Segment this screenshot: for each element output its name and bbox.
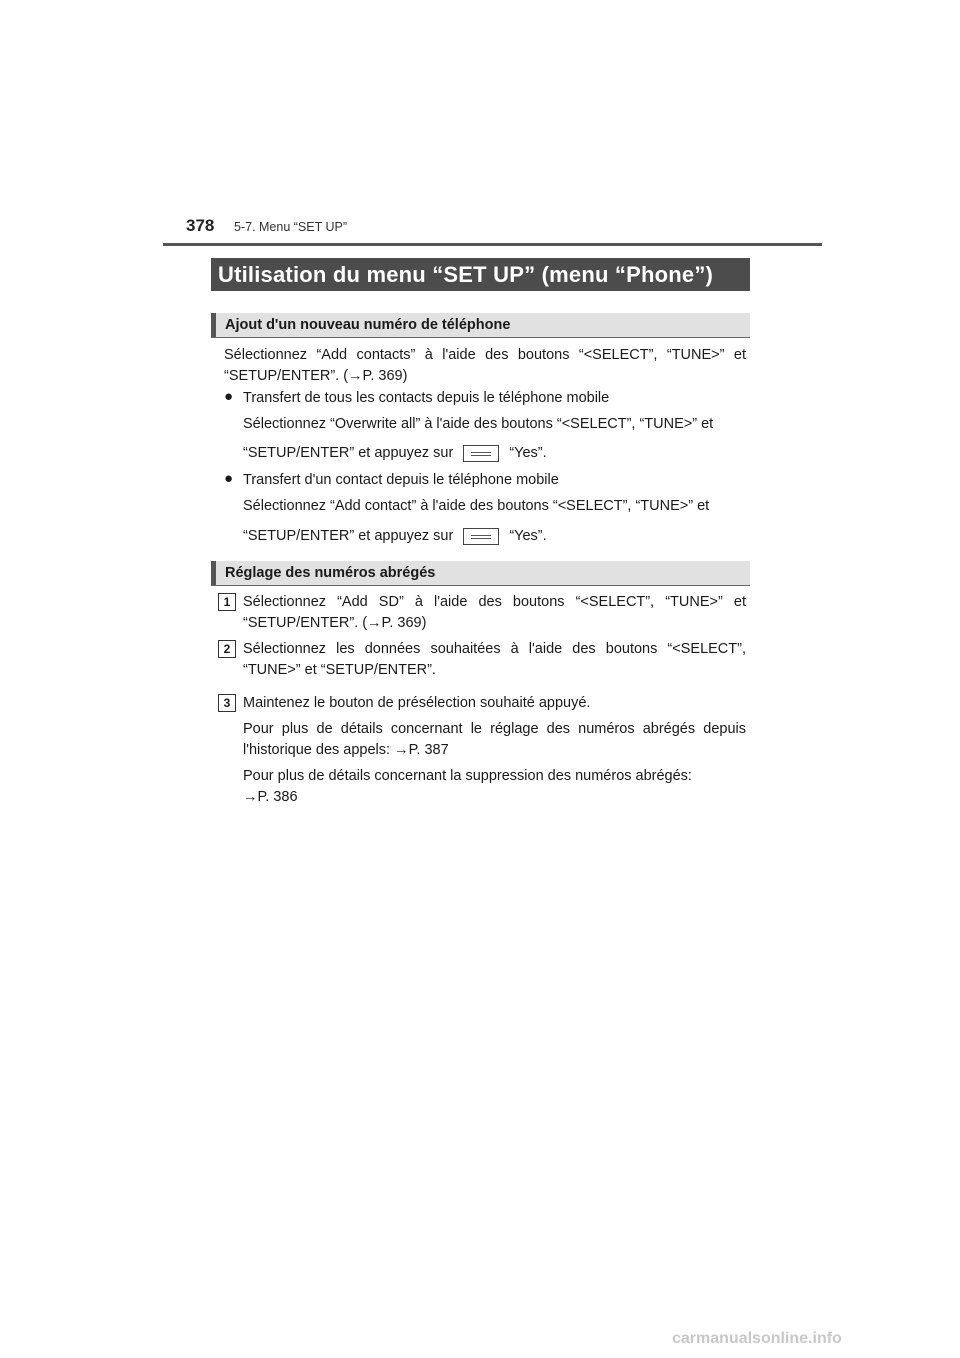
bullet-line2-text: “SETUP/ENTER” et appuyez sur: [243, 528, 454, 544]
add-number-intro: Sélectionnez “Add contacts” à l'aide des boutons “<SELECT”, “TUNE>” et “SETUP/ENTER”. (→P. 369): [224, 347, 746, 384]
note-speed-dial-history: Pour plus de détails concernant le réglage des numéros abrégés depuis l'historique des appels: →P. 387: [243, 721, 746, 758]
page-number: 378: [186, 216, 215, 235]
bullet-title-transfer-one: Transfert d'un contact depuis le téléphone mobile: [243, 472, 559, 488]
step-number-1: 1: [218, 593, 236, 611]
section-title: Utilisation du menu “SET UP” (menu “Phone”): [211, 258, 750, 291]
step-1-text: Sélectionnez “Add SD” à l'aide des boutons “<SELECT”, “TUNE>” et “SETUP/ENTER”. (→P. 369): [243, 594, 746, 631]
header-divider: [163, 243, 822, 246]
step-number-3: 3: [218, 694, 236, 712]
bullet-body-transfer-all: Sélectionnez “Overwrite all” à l'aide des boutons “<SELECT”, “TUNE>” et: [243, 416, 714, 432]
subheading-divider: [211, 337, 750, 338]
bullet-icon: ●: [224, 470, 234, 487]
yes-button-icon: [463, 445, 499, 462]
bullet-body-transfer-one-line2: [243, 526, 547, 547]
bullet-line2-yes: “Yes”.: [509, 445, 547, 461]
subheading-add-number: Ajout d'un nouveau numéro de téléphone: [211, 313, 750, 337]
bullet-body-transfer-all-line2: [243, 443, 547, 464]
yes-button-icon: [463, 528, 499, 545]
bullet-line2-yes: “Yes”.: [509, 528, 547, 544]
subheading-speed-dial: Réglage des numéros abrégés: [211, 561, 750, 585]
step-2-text: Sélectionnez les données souhaitées à l'aide des boutons “<SELECT”, “TUNE>” et “SETUP/ENTER”.: [243, 641, 746, 678]
note-speed-dial-delete-ref: →P. 386: [243, 789, 298, 805]
watermark: carmanualsonline.info: [672, 1330, 842, 1347]
bullet-line2-text: “SETUP/ENTER” et appuyez sur: [243, 445, 454, 461]
breadcrumb: 5-7. Menu “SET UP”: [234, 220, 348, 234]
note-speed-dial-delete: Pour plus de détails concernant la suppression des numéros abrégés:: [243, 768, 692, 784]
bullet-title-transfer-all: Transfert de tous les contacts depuis le téléphone mobile: [243, 390, 610, 406]
bullet-body-transfer-one: Sélectionnez “Add contact” à l'aide des boutons “<SELECT”, “TUNE>” et: [243, 498, 710, 514]
bullet-icon: ●: [224, 388, 234, 405]
step-3-text: Maintenez le bouton de présélection souhaité appuyé.: [243, 695, 591, 711]
step-number-2: 2: [218, 640, 236, 658]
subheading-divider: [211, 585, 750, 586]
